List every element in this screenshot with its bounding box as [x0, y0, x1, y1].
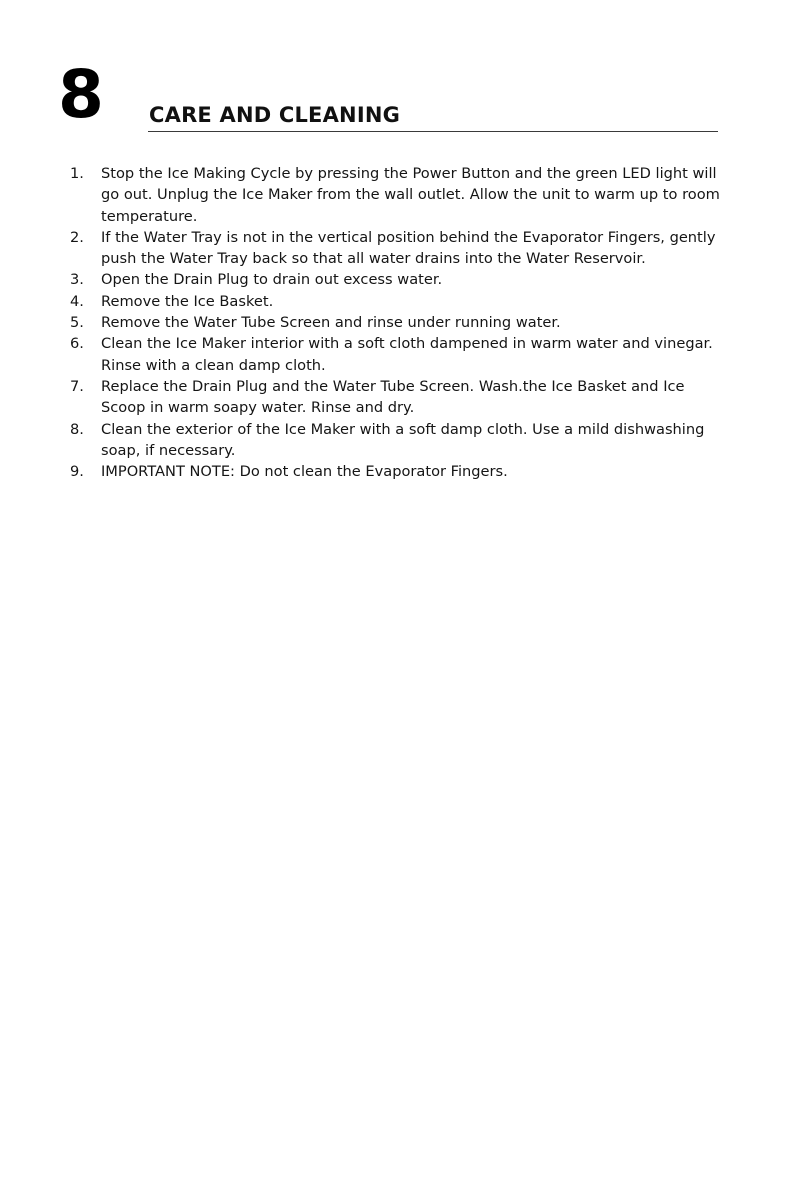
list-item — [60, 333, 720, 376]
step-text: Open the Drain Plug to drain out excess water. — [101, 271, 443, 289]
step-number: 6. — [70, 335, 84, 353]
step-number: 9. — [70, 463, 84, 481]
step-text: Remove the Water Tube Screen and rinse under running water. — [101, 314, 561, 332]
step-text: Clean the exterior of the Ice Maker with a soft damp cloth. Use a mild dishwashing soap, if necessary. — [101, 420, 705, 459]
list-item — [60, 291, 720, 312]
step-number: 1. — [70, 165, 84, 182]
step-number: 7. — [70, 377, 84, 395]
list-item — [60, 227, 720, 270]
step-text: Replace the Drain Plug and the Water Tube Screen. Wash.the Ice Basket and Ice Scoop in warm soapy water. Rinse and dry. — [101, 377, 685, 417]
step-text: Stop the Ice Making Cycle by pressing the Power Button and the green LED light will go out. Unplug the Ice Maker from the wall outlet. Allow the unit to warm up to room temperature. — [101, 165, 720, 225]
step-text: If the Water Tray is not in the vertical position behind the Evaporator Fingers, gently push the Water Tray back so that all water drains into the Water Reservoir. — [101, 228, 716, 268]
list-item — [60, 312, 720, 333]
step-number: 3. — [70, 271, 84, 289]
section-title: CARE AND CLEANING — [149, 103, 401, 127]
list-item — [60, 419, 720, 462]
step-number: 4. — [70, 292, 84, 310]
step-number: 2. — [70, 228, 84, 246]
chapter-number: 8 — [58, 56, 104, 133]
list-item — [60, 461, 720, 482]
list-item — [60, 376, 720, 419]
cleaning-steps-list — [60, 163, 720, 482]
step-text: IMPORTANT NOTE: Do not clean the Evaporator Fingers. — [101, 463, 508, 481]
list-item — [60, 163, 720, 227]
step-text: Remove the Ice Basket. — [101, 292, 274, 310]
step-number: 8. — [70, 420, 84, 438]
step-text: Clean the Ice Maker interior with a soft cloth dampened in warm water and vinegar. Rinse with a clean damp cloth. — [101, 335, 713, 374]
list-item — [60, 269, 720, 290]
title-divider — [148, 131, 718, 132]
step-number: 5. — [70, 314, 84, 332]
